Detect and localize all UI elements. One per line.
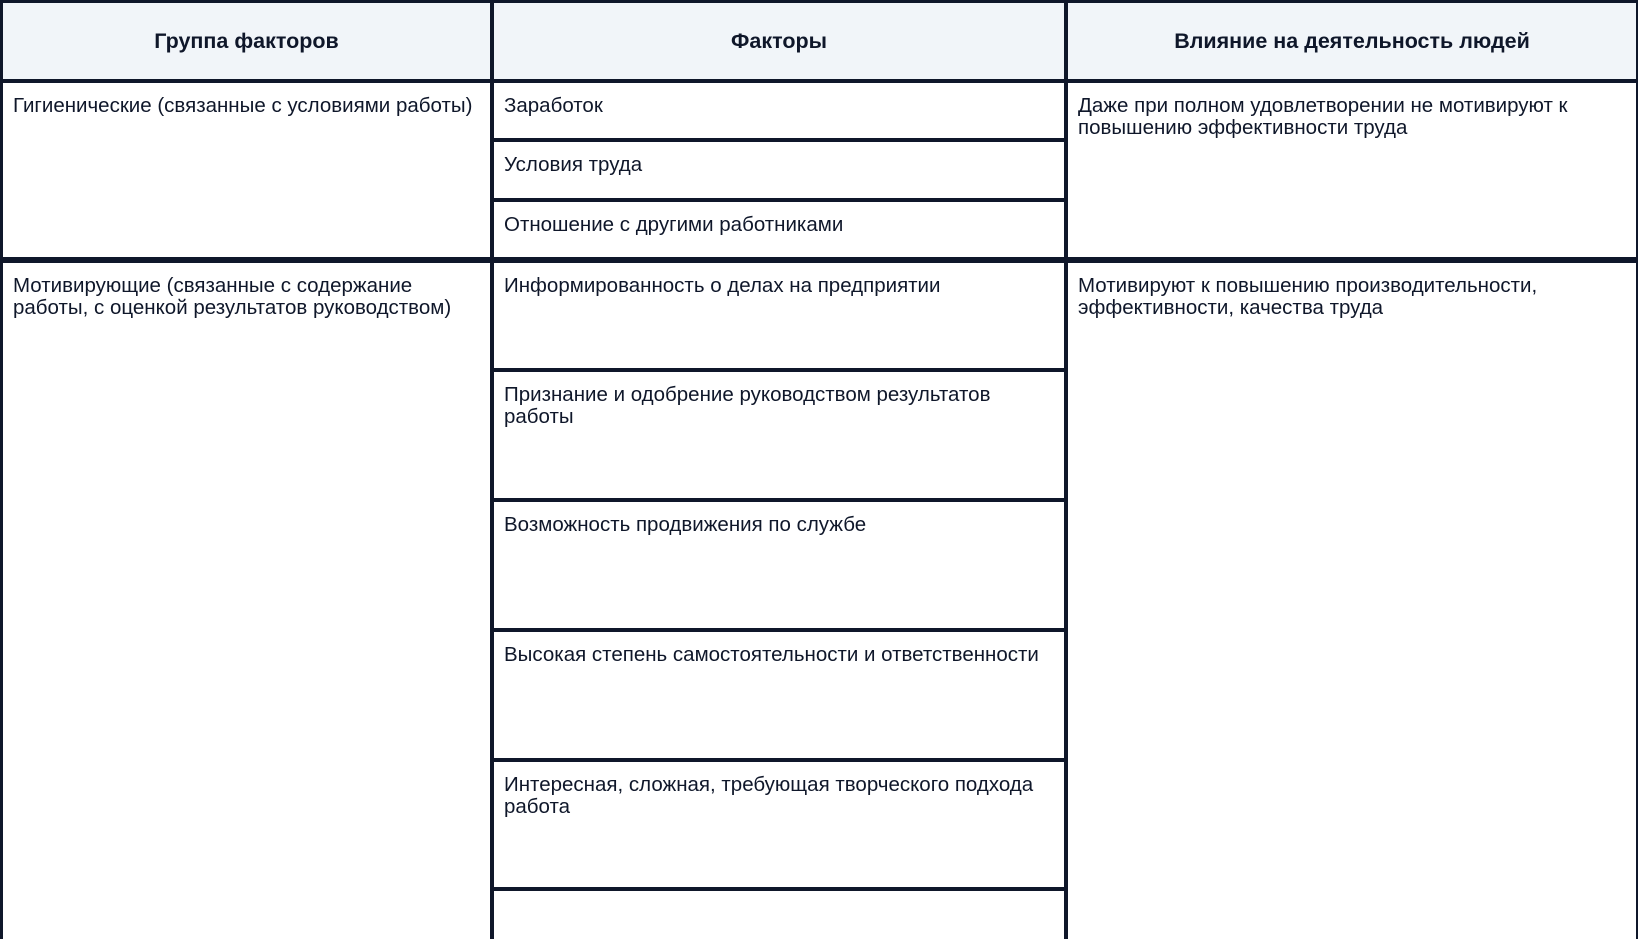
factor-cell: Признание и одобрение руководством результатов работы bbox=[494, 372, 1064, 498]
factor-cell-empty bbox=[494, 891, 1064, 939]
influence-hygienic: Даже при полном удовлетворении не мотивируют к повышению эффективности труда bbox=[1068, 83, 1636, 257]
factor-cell: Заработок bbox=[494, 83, 1064, 138]
factor-cell: Возможность продвижения по службе bbox=[494, 502, 1064, 628]
header-factors: Факторы bbox=[494, 3, 1064, 79]
group-hygienic: Гигиенические (связанные с условиями работы) bbox=[3, 83, 490, 257]
group-motivating: Мотивирующие (связанные с содержание работы, с оценкой результатов руководством) bbox=[3, 263, 490, 939]
factor-cell: Условия труда bbox=[494, 142, 1064, 198]
factor-cell: Высокая степень самостоятельности и ответственности bbox=[494, 632, 1064, 758]
factor-cell: Отношение с другими работниками bbox=[494, 202, 1064, 257]
header-influence: Влияние на деятельность людей bbox=[1068, 3, 1636, 79]
influence-motivating: Мотивируют к повышению производительности, эффективности, качества труда bbox=[1068, 263, 1636, 939]
header-group: Группа факторов bbox=[3, 3, 490, 79]
factor-cell: Информированность о делах на предприятии bbox=[494, 263, 1064, 368]
factor-cell: Интересная, сложная, требующая творческого подхода работа bbox=[494, 762, 1064, 887]
